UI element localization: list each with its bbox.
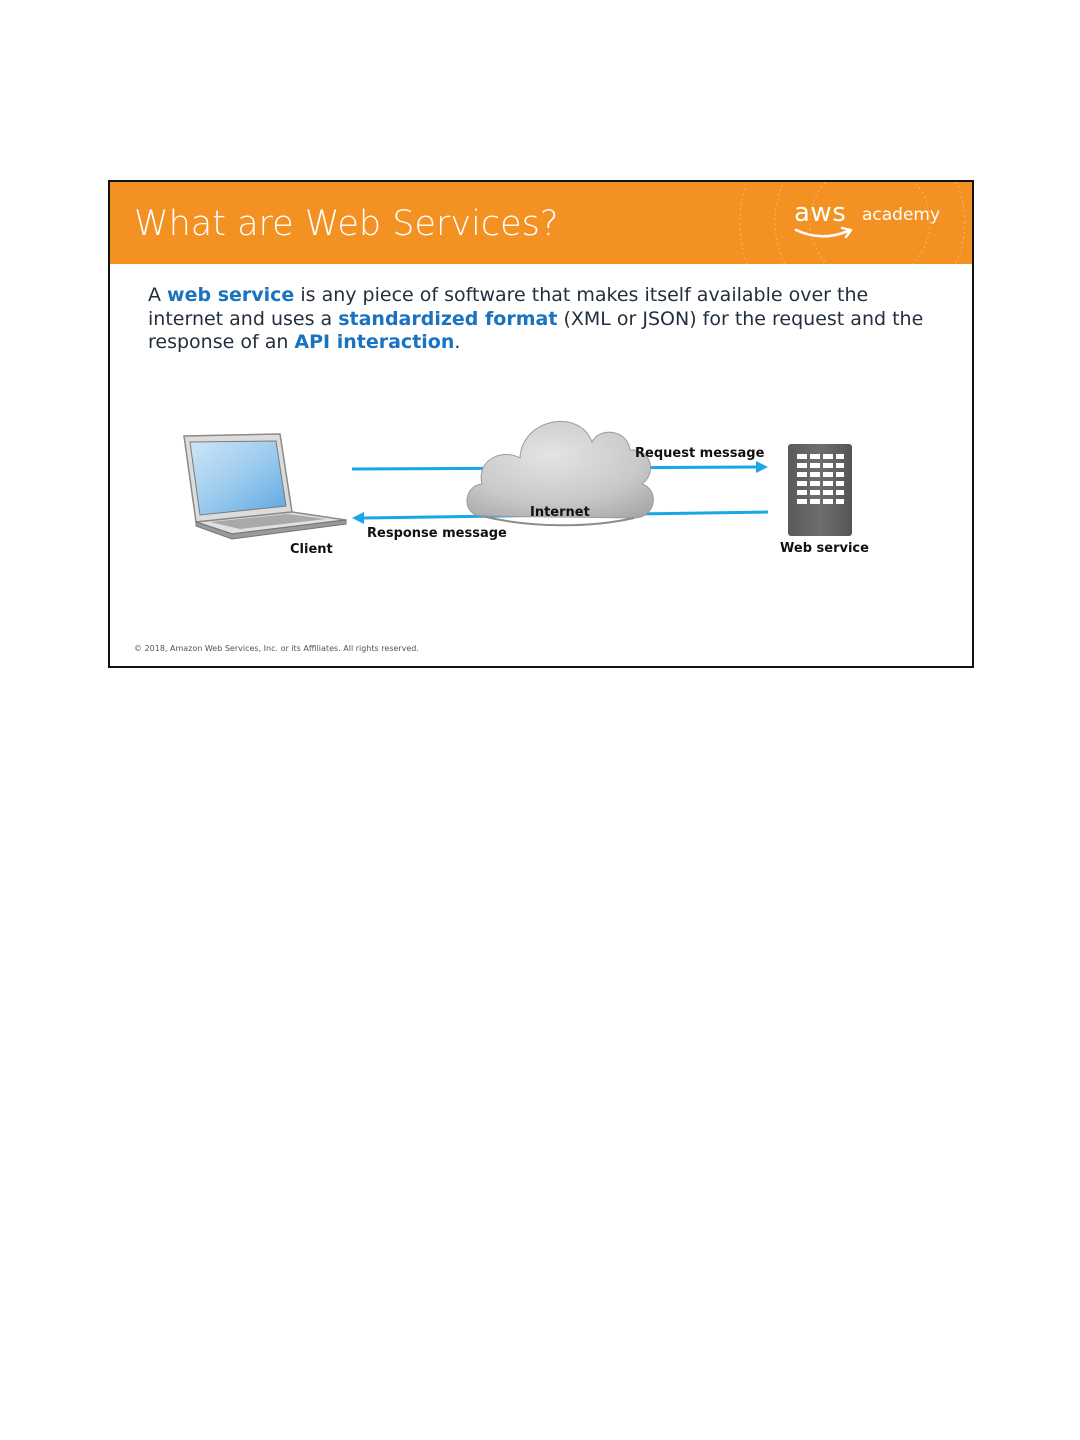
request-message-label: Request message [635,446,765,461]
definition-part-4: . [454,331,461,353]
slide [108,180,974,668]
logo-suffix: academy [862,205,941,225]
response-message-label: Response message [367,526,507,541]
definition-part-1: A [148,284,168,306]
keyword-web-service: web service [167,284,295,306]
keyword-standardized-format: standardized format [338,307,558,330]
logo-wordmark: aws [794,198,847,228]
client-label: Client [290,542,333,557]
keyword-api-interaction: API interaction [294,331,455,353]
web-service-label: Web service [780,541,869,556]
web-service-diagram [110,182,972,666]
copyright-footer: © 2018, Amazon Web Services, Inc. or its Affiliates. All rights reserved. [134,644,419,653]
slide-title: What are Web Services? [134,204,559,244]
laptop-icon [184,434,346,539]
definition-part-3: (XML or JSON) for the request and the response of an [148,307,924,353]
server-icon [788,444,852,536]
definition-part-2: is any piece of software that makes itself available over the internet and uses a [148,284,869,330]
internet-label: Internet [530,505,590,520]
